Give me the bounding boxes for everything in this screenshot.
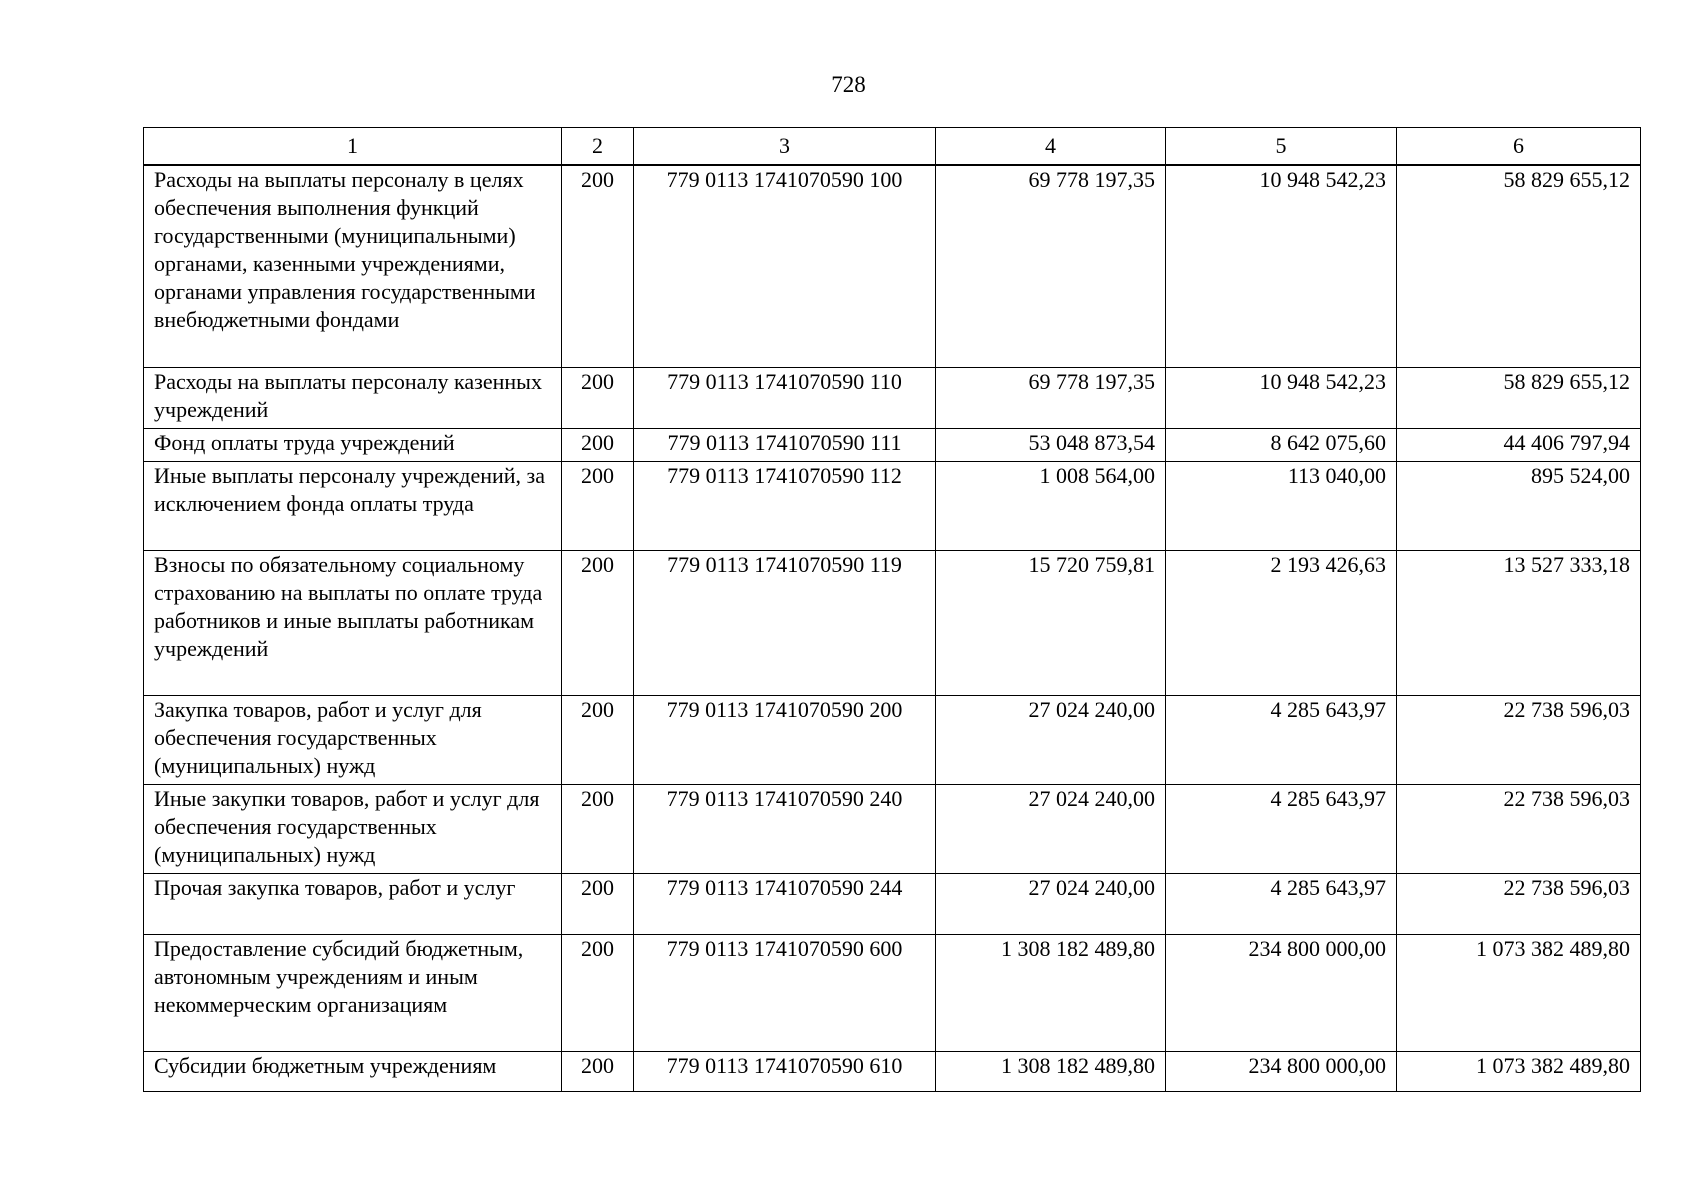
budget-table (143, 127, 1641, 1092)
row-value-col5: 4 285 643,97 (1166, 873, 1397, 934)
table-row (144, 461, 1641, 550)
row-description: Закупка товаров, работ и услуг для обеспечения государственных (муниципальных) нужд (144, 695, 562, 784)
row-description: Иные выплаты персоналу учреждений, за исключением фонда оплаты труда (144, 461, 562, 550)
row-description: Взносы по обязательному социальному страхованию на выплаты по оплате труда работников и иные выплаты работникам учреждений (144, 550, 562, 695)
row-code: 200 (562, 367, 634, 428)
row-value-col4: 69 778 197,35 (936, 367, 1166, 428)
row-code: 200 (562, 461, 634, 550)
row-value-col6: 1 073 382 489,80 (1397, 934, 1641, 1051)
row-code: 200 (562, 873, 634, 934)
table-row (144, 873, 1641, 934)
row-value-col4: 15 720 759,81 (936, 550, 1166, 695)
row-value-col4: 27 024 240,00 (936, 873, 1166, 934)
row-classification-code: 779 0113 1741070590 244 (634, 873, 936, 934)
row-code: 200 (562, 428, 634, 461)
row-value-col5: 113 040,00 (1166, 461, 1397, 550)
table-row (144, 934, 1641, 1051)
row-value-col5: 10 948 542,23 (1166, 367, 1397, 428)
row-value-col4: 27 024 240,00 (936, 695, 1166, 784)
row-classification-code: 779 0113 1741070590 200 (634, 695, 936, 784)
column-header: 3 (634, 128, 936, 166)
row-classification-code: 779 0113 1741070590 119 (634, 550, 936, 695)
row-value-col6: 58 829 655,12 (1397, 165, 1641, 367)
table-row (144, 165, 1641, 367)
row-value-col5: 4 285 643,97 (1166, 695, 1397, 784)
page-number: 728 (831, 72, 866, 97)
row-value-col4: 69 778 197,35 (936, 165, 1166, 367)
row-description: Предоставление субсидий бюджетным, автономным учреждениям и иным некоммерческим организациям (144, 934, 562, 1051)
row-classification-code: 779 0113 1741070590 110 (634, 367, 936, 428)
table-row (144, 695, 1641, 784)
row-value-col6: 22 738 596,03 (1397, 695, 1641, 784)
table-row (144, 367, 1641, 428)
row-value-col5: 10 948 542,23 (1166, 165, 1397, 367)
row-value-col4: 27 024 240,00 (936, 784, 1166, 873)
row-value-col5: 234 800 000,00 (1166, 934, 1397, 1051)
row-code: 200 (562, 784, 634, 873)
table-row (144, 428, 1641, 461)
row-value-col6: 22 738 596,03 (1397, 784, 1641, 873)
row-classification-code: 779 0113 1741070590 610 (634, 1051, 936, 1091)
row-classification-code: 779 0113 1741070590 240 (634, 784, 936, 873)
row-code: 200 (562, 1051, 634, 1091)
row-description: Расходы на выплаты персоналу казенных учреждений (144, 367, 562, 428)
row-value-col6: 22 738 596,03 (1397, 873, 1641, 934)
row-description: Фонд оплаты труда учреждений (144, 428, 562, 461)
row-value-col4: 53 048 873,54 (936, 428, 1166, 461)
row-value-col6: 895 524,00 (1397, 461, 1641, 550)
column-header: 2 (562, 128, 634, 166)
row-classification-code: 779 0113 1741070590 112 (634, 461, 936, 550)
row-value-col6: 1 073 382 489,80 (1397, 1051, 1641, 1091)
column-header: 1 (144, 128, 562, 166)
row-value-col5: 2 193 426,63 (1166, 550, 1397, 695)
table-row (144, 550, 1641, 695)
row-code: 200 (562, 165, 634, 367)
row-value-col6: 44 406 797,94 (1397, 428, 1641, 461)
row-value-col5: 8 642 075,60 (1166, 428, 1397, 461)
row-description: Иные закупки товаров, работ и услуг для обеспечения государственных (муниципальных) нужд (144, 784, 562, 873)
row-value-col5: 4 285 643,97 (1166, 784, 1397, 873)
row-description: Прочая закупка товаров, работ и услуг (144, 873, 562, 934)
row-code: 200 (562, 934, 634, 1051)
table-row (144, 1051, 1641, 1091)
row-value-col6: 13 527 333,18 (1397, 550, 1641, 695)
column-header: 4 (936, 128, 1166, 166)
table-row (144, 784, 1641, 873)
row-classification-code: 779 0113 1741070590 100 (634, 165, 936, 367)
row-classification-code: 779 0113 1741070590 111 (634, 428, 936, 461)
row-code: 200 (562, 695, 634, 784)
row-code: 200 (562, 550, 634, 695)
row-description: Субсидии бюджетным учреждениям (144, 1051, 562, 1091)
row-description: Расходы на выплаты персоналу в целях обеспечения выполнения функций государственными (муниципальными) органами, казенными учреждениями, органами управления государственными внебюджетными фондами (144, 165, 562, 367)
column-header: 6 (1397, 128, 1641, 166)
row-value-col4: 1 008 564,00 (936, 461, 1166, 550)
row-value-col5: 234 800 000,00 (1166, 1051, 1397, 1091)
column-header: 5 (1166, 128, 1397, 166)
row-value-col6: 58 829 655,12 (1397, 367, 1641, 428)
row-classification-code: 779 0113 1741070590 600 (634, 934, 936, 1051)
row-value-col4: 1 308 182 489,80 (936, 934, 1166, 1051)
row-value-col4: 1 308 182 489,80 (936, 1051, 1166, 1091)
table-header-row (144, 128, 1641, 166)
